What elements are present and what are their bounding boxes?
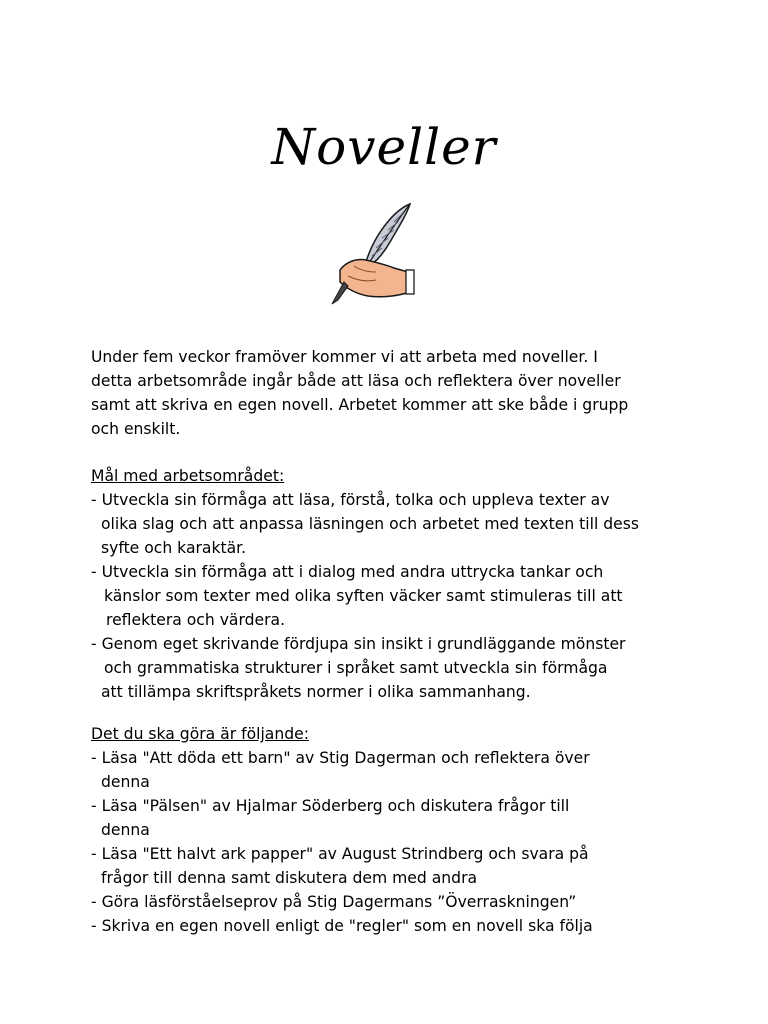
tasks-section xyxy=(91,722,701,938)
goal-item-continuation: känslor som texter med olika syften väcker samt stimuleras till att xyxy=(104,587,623,605)
page-title: Noveller xyxy=(271,118,497,176)
goal-item-continuation: syfte och karaktär. xyxy=(101,539,247,557)
intro-line: detta arbetsområde ingår både att läsa och reflektera över noveller xyxy=(91,372,621,390)
tasks-heading: Det du ska göra är följande: xyxy=(91,725,309,743)
goal-item: - Genom eget skrivande fördjupa sin insikt i grundläggande mönster xyxy=(91,635,626,653)
goals-heading: Mål med arbetsområdet: xyxy=(91,467,285,485)
intro-line: Under fem veckor framöver kommer vi att arbeta med noveller. I xyxy=(91,348,598,366)
goal-item-continuation: reflektera och värdera. xyxy=(106,611,286,629)
intro-line: och enskilt. xyxy=(91,420,181,438)
goal-item-continuation: olika slag och att anpassa läsningen och arbetet med texten till dess xyxy=(101,515,639,533)
goal-item-continuation: och grammatiska strukturer i språket samt utveckla sin förmåga xyxy=(104,659,608,677)
task-item: - Läsa "Att döda ett barn" av Stig Dagerman och reflektera över xyxy=(91,749,590,767)
quill-pen-hand-icon xyxy=(324,200,416,312)
goal-item: - Utveckla sin förmåga att läsa, förstå, tolka och uppleva texter av xyxy=(91,491,610,509)
task-item-continuation: frågor till denna samt diskutera dem med andra xyxy=(101,869,478,887)
intro-line: samt att skriva en egen novell. Arbetet kommer att ske både i grupp xyxy=(91,396,629,414)
goal-item-continuation: att tillämpa skriftspråkets normer i olika sammanhang. xyxy=(101,683,531,701)
intro-paragraph xyxy=(91,345,701,441)
goal-item: - Utveckla sin förmåga att i dialog med andra uttrycka tankar och xyxy=(91,563,604,581)
task-item: - Läsa "Ett halvt ark papper" av August Strindberg och svara på xyxy=(91,845,589,863)
task-item: - Läsa "Pälsen" av Hjalmar Söderberg och diskutera frågor till xyxy=(91,797,570,815)
task-item: - Göra läsförståelseprov på Stig Dagermans ”Överraskningen” xyxy=(91,893,577,911)
task-item-continuation: denna xyxy=(101,821,150,839)
task-item: - Skriva en egen novell enligt de "regler" som en novell ska följa xyxy=(91,917,593,935)
task-item-continuation: denna xyxy=(101,773,150,791)
goals-section xyxy=(91,464,701,704)
